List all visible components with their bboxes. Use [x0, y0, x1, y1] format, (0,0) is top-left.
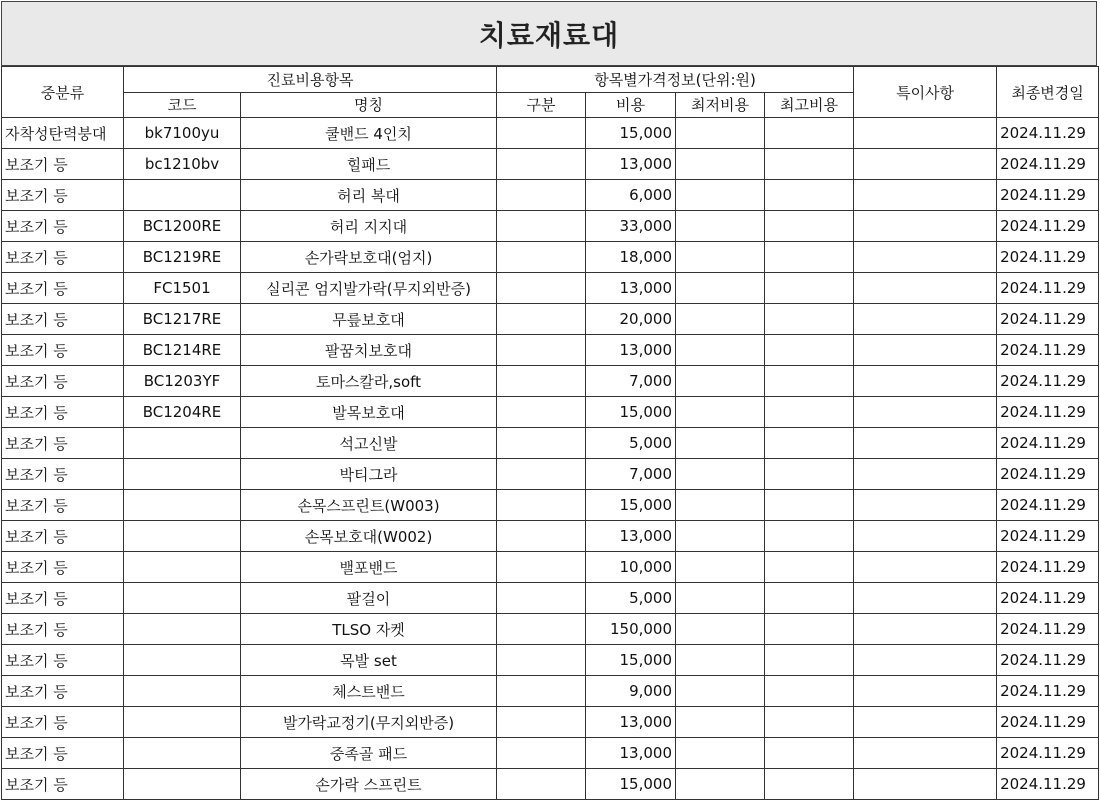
- cell-min-cost: [676, 180, 765, 211]
- cell-note: [854, 397, 997, 428]
- treatment-material-table: [1, 66, 1099, 800]
- table-row: [2, 397, 1099, 428]
- cell-note: [854, 211, 997, 242]
- table-row: [2, 304, 1099, 335]
- cell-note: [854, 707, 997, 738]
- cell-category: 보조기 등: [2, 707, 124, 738]
- header-item-group: 진료비용항목: [124, 67, 497, 93]
- table-row: [2, 676, 1099, 707]
- cell-code: BC1219RE: [124, 242, 241, 273]
- cell-updated: 2024.11.29: [997, 366, 1099, 397]
- cell-category: 보조기 등: [2, 552, 124, 583]
- cell-max-cost: [765, 149, 854, 180]
- cell-updated: 2024.11.29: [997, 676, 1099, 707]
- cell-type: [497, 242, 586, 273]
- cell-min-cost: [676, 707, 765, 738]
- cell-code: [124, 676, 241, 707]
- cell-name: 팔걸이: [241, 583, 497, 614]
- cell-updated: 2024.11.29: [997, 211, 1099, 242]
- cell-min-cost: [676, 552, 765, 583]
- cell-code: BC1200RE: [124, 211, 241, 242]
- cell-max-cost: [765, 707, 854, 738]
- cell-note: [854, 118, 997, 149]
- cell-type: [497, 676, 586, 707]
- cell-type: [497, 769, 586, 800]
- cell-note: [854, 552, 997, 583]
- table-row: [2, 242, 1099, 273]
- header-cost: 비용: [586, 92, 676, 118]
- cell-max-cost: [765, 645, 854, 676]
- cell-cost: 13,000: [586, 273, 676, 304]
- cell-category: 보조기 등: [2, 180, 124, 211]
- table-row: [2, 335, 1099, 366]
- cell-type: [497, 552, 586, 583]
- cell-category: 보조기 등: [2, 428, 124, 459]
- cell-note: [854, 180, 997, 211]
- cell-code: [124, 769, 241, 800]
- cell-name: 밸포밴드: [241, 552, 497, 583]
- cell-updated: 2024.11.29: [997, 273, 1099, 304]
- table-row: [2, 490, 1099, 521]
- cell-type: [497, 397, 586, 428]
- cell-note: [854, 738, 997, 769]
- table-row: [2, 769, 1099, 800]
- table-row: [2, 614, 1099, 645]
- cell-updated: 2024.11.29: [997, 707, 1099, 738]
- cell-category: 보조기 등: [2, 273, 124, 304]
- cell-max-cost: [765, 459, 854, 490]
- cell-name: 손가락보호대(엄지): [241, 242, 497, 273]
- page-title-bar: [1, 1, 1097, 66]
- cell-max-cost: [765, 242, 854, 273]
- cell-cost: 7,000: [586, 366, 676, 397]
- cell-min-cost: [676, 769, 765, 800]
- cell-note: [854, 459, 997, 490]
- cell-code: [124, 490, 241, 521]
- cell-min-cost: [676, 428, 765, 459]
- cell-updated: 2024.11.29: [997, 242, 1099, 273]
- cell-name: 손목스프린트(W003): [241, 490, 497, 521]
- table-row: [2, 645, 1099, 676]
- cell-code: [124, 521, 241, 552]
- cell-category: 보조기 등: [2, 211, 124, 242]
- cell-code: [124, 614, 241, 645]
- cell-max-cost: [765, 614, 854, 645]
- header-min-cost: 최저비용: [676, 92, 765, 118]
- cell-category: 보조기 등: [2, 769, 124, 800]
- cell-name: 토마스칼라,soft: [241, 366, 497, 397]
- cell-updated: 2024.11.29: [997, 490, 1099, 521]
- cell-max-cost: [765, 490, 854, 521]
- cell-note: [854, 614, 997, 645]
- table-row: [2, 180, 1099, 211]
- cell-min-cost: [676, 459, 765, 490]
- cell-max-cost: [765, 521, 854, 552]
- cell-updated: 2024.11.29: [997, 769, 1099, 800]
- cell-category: 보조기 등: [2, 335, 124, 366]
- cell-min-cost: [676, 335, 765, 366]
- header-name: 명칭: [241, 92, 497, 118]
- cell-type: [497, 149, 586, 180]
- table-header: [2, 67, 1099, 118]
- cell-cost: 15,000: [586, 118, 676, 149]
- cell-note: [854, 428, 997, 459]
- header-price-group: 항목별가격정보(단위:원): [497, 67, 854, 93]
- cell-min-cost: [676, 614, 765, 645]
- cell-note: [854, 490, 997, 521]
- cell-cost: 13,000: [586, 521, 676, 552]
- cell-cost: 13,000: [586, 149, 676, 180]
- cell-note: [854, 645, 997, 676]
- cell-category: 보조기 등: [2, 676, 124, 707]
- cell-min-cost: [676, 242, 765, 273]
- cell-min-cost: [676, 397, 765, 428]
- table-row: [2, 366, 1099, 397]
- cell-code: [124, 707, 241, 738]
- cell-type: [497, 707, 586, 738]
- cell-category: 보조기 등: [2, 738, 124, 769]
- cell-category: 보조기 등: [2, 459, 124, 490]
- cell-category: 보조기 등: [2, 645, 124, 676]
- page-title: 치료재료대: [478, 18, 620, 52]
- cell-name: 손목보호대(W002): [241, 521, 497, 552]
- cell-code: FC1501: [124, 273, 241, 304]
- cell-category: 보조기 등: [2, 304, 124, 335]
- cell-name: 실리콘 엄지발가락(무지외반증): [241, 273, 497, 304]
- cell-note: [854, 149, 997, 180]
- cell-name: TLSO 자켓: [241, 614, 497, 645]
- cell-code: [124, 459, 241, 490]
- cell-min-cost: [676, 676, 765, 707]
- cell-max-cost: [765, 397, 854, 428]
- header-updated: 최종변경일: [997, 67, 1099, 118]
- cell-updated: 2024.11.29: [997, 738, 1099, 769]
- cell-note: [854, 583, 997, 614]
- cell-code: bk7100yu: [124, 118, 241, 149]
- cell-type: [497, 459, 586, 490]
- cell-updated: 2024.11.29: [997, 521, 1099, 552]
- cell-name: 발목보호대: [241, 397, 497, 428]
- table-row: [2, 118, 1099, 149]
- cell-note: [854, 676, 997, 707]
- cell-name: 박티그라: [241, 459, 497, 490]
- cell-max-cost: [765, 211, 854, 242]
- cell-max-cost: [765, 552, 854, 583]
- cell-code: [124, 180, 241, 211]
- cell-max-cost: [765, 738, 854, 769]
- header-category: 중분류: [2, 67, 124, 118]
- cell-cost: 15,000: [586, 645, 676, 676]
- cell-cost: 5,000: [586, 428, 676, 459]
- cell-min-cost: [676, 304, 765, 335]
- table-row: [2, 459, 1099, 490]
- cell-name: 무릎보호대: [241, 304, 497, 335]
- cell-type: [497, 180, 586, 211]
- cell-name: 힐패드: [241, 149, 497, 180]
- cell-code: BC1214RE: [124, 335, 241, 366]
- header-type: 구분: [497, 92, 586, 118]
- cell-note: [854, 335, 997, 366]
- cell-max-cost: [765, 676, 854, 707]
- cell-min-cost: [676, 149, 765, 180]
- cell-max-cost: [765, 769, 854, 800]
- cell-min-cost: [676, 490, 765, 521]
- cell-type: [497, 304, 586, 335]
- cell-cost: 15,000: [586, 397, 676, 428]
- cell-cost: 18,000: [586, 242, 676, 273]
- cell-cost: 13,000: [586, 335, 676, 366]
- cell-note: [854, 769, 997, 800]
- cell-cost: 150,000: [586, 614, 676, 645]
- table-row: [2, 583, 1099, 614]
- cell-code: [124, 428, 241, 459]
- cell-code: [124, 583, 241, 614]
- cell-note: [854, 273, 997, 304]
- cell-code: [124, 738, 241, 769]
- cell-max-cost: [765, 180, 854, 211]
- cell-name: 석고신발: [241, 428, 497, 459]
- cell-code: BC1217RE: [124, 304, 241, 335]
- cell-category: 보조기 등: [2, 149, 124, 180]
- cell-note: [854, 304, 997, 335]
- cell-updated: 2024.11.29: [997, 118, 1099, 149]
- cell-updated: 2024.11.29: [997, 335, 1099, 366]
- cell-cost: 10,000: [586, 552, 676, 583]
- table-row: [2, 211, 1099, 242]
- cell-cost: 20,000: [586, 304, 676, 335]
- cell-min-cost: [676, 645, 765, 676]
- table-row: [2, 149, 1099, 180]
- cell-cost: 7,000: [586, 459, 676, 490]
- cell-type: [497, 521, 586, 552]
- cell-min-cost: [676, 118, 765, 149]
- cell-max-cost: [765, 304, 854, 335]
- cell-type: [497, 583, 586, 614]
- cell-code: [124, 645, 241, 676]
- cell-cost: 9,000: [586, 676, 676, 707]
- cell-min-cost: [676, 211, 765, 242]
- cell-name: 중족골 패드: [241, 738, 497, 769]
- cell-max-cost: [765, 428, 854, 459]
- cell-max-cost: [765, 335, 854, 366]
- cell-cost: 13,000: [586, 738, 676, 769]
- table-row: [2, 273, 1099, 304]
- cell-updated: 2024.11.29: [997, 304, 1099, 335]
- cell-note: [854, 521, 997, 552]
- cell-type: [497, 645, 586, 676]
- cell-category: 보조기 등: [2, 490, 124, 521]
- cell-cost: 13,000: [586, 707, 676, 738]
- cell-type: [497, 366, 586, 397]
- cell-cost: 5,000: [586, 583, 676, 614]
- header-code: 코드: [124, 92, 241, 118]
- cell-name: 허리 복대: [241, 180, 497, 211]
- cell-updated: 2024.11.29: [997, 180, 1099, 211]
- cell-updated: 2024.11.29: [997, 645, 1099, 676]
- cell-category: 보조기 등: [2, 397, 124, 428]
- cell-category: 보조기 등: [2, 521, 124, 552]
- table-row: [2, 707, 1099, 738]
- table-row: [2, 521, 1099, 552]
- table-row: [2, 738, 1099, 769]
- cell-note: [854, 242, 997, 273]
- cell-name: 팔꿈치보호대: [241, 335, 497, 366]
- cell-code: bc1210bv: [124, 149, 241, 180]
- cell-type: [497, 211, 586, 242]
- header-note: 특이사항: [854, 67, 997, 118]
- cell-type: [497, 335, 586, 366]
- cell-name: 쿨밴드 4인치: [241, 118, 497, 149]
- cell-name: 발가락교정기(무지외반증): [241, 707, 497, 738]
- cell-updated: 2024.11.29: [997, 459, 1099, 490]
- cell-max-cost: [765, 366, 854, 397]
- cell-updated: 2024.11.29: [997, 614, 1099, 645]
- cell-cost: 33,000: [586, 211, 676, 242]
- cell-note: [854, 366, 997, 397]
- cell-type: [497, 738, 586, 769]
- cell-cost: 15,000: [586, 769, 676, 800]
- cell-code: [124, 552, 241, 583]
- cell-max-cost: [765, 273, 854, 304]
- cell-name: 허리 지지대: [241, 211, 497, 242]
- cell-max-cost: [765, 583, 854, 614]
- cell-min-cost: [676, 738, 765, 769]
- cell-updated: 2024.11.29: [997, 583, 1099, 614]
- cell-type: [497, 614, 586, 645]
- header-max-cost: 최고비용: [765, 92, 854, 118]
- cell-min-cost: [676, 273, 765, 304]
- cell-category: 보조기 등: [2, 583, 124, 614]
- cell-cost: 15,000: [586, 490, 676, 521]
- cell-updated: 2024.11.29: [997, 552, 1099, 583]
- cell-name: 손가락 스프린트: [241, 769, 497, 800]
- cell-name: 체스트밴드: [241, 676, 497, 707]
- table-row: [2, 428, 1099, 459]
- cell-min-cost: [676, 521, 765, 552]
- cell-type: [497, 118, 586, 149]
- cell-cost: 6,000: [586, 180, 676, 211]
- cell-name: 목발 set: [241, 645, 497, 676]
- cell-min-cost: [676, 583, 765, 614]
- table-body: [2, 118, 1099, 800]
- cell-category: 보조기 등: [2, 366, 124, 397]
- cell-max-cost: [765, 118, 854, 149]
- cell-type: [497, 490, 586, 521]
- cell-updated: 2024.11.29: [997, 397, 1099, 428]
- cell-code: BC1203YF: [124, 366, 241, 397]
- cell-category: 보조기 등: [2, 242, 124, 273]
- cell-category: 보조기 등: [2, 614, 124, 645]
- cell-min-cost: [676, 366, 765, 397]
- cell-updated: 2024.11.29: [997, 149, 1099, 180]
- cell-code: BC1204RE: [124, 397, 241, 428]
- cell-type: [497, 428, 586, 459]
- cell-updated: 2024.11.29: [997, 428, 1099, 459]
- table-row: [2, 552, 1099, 583]
- cell-type: [497, 273, 586, 304]
- cell-category: 자착성탄력붕대: [2, 118, 124, 149]
